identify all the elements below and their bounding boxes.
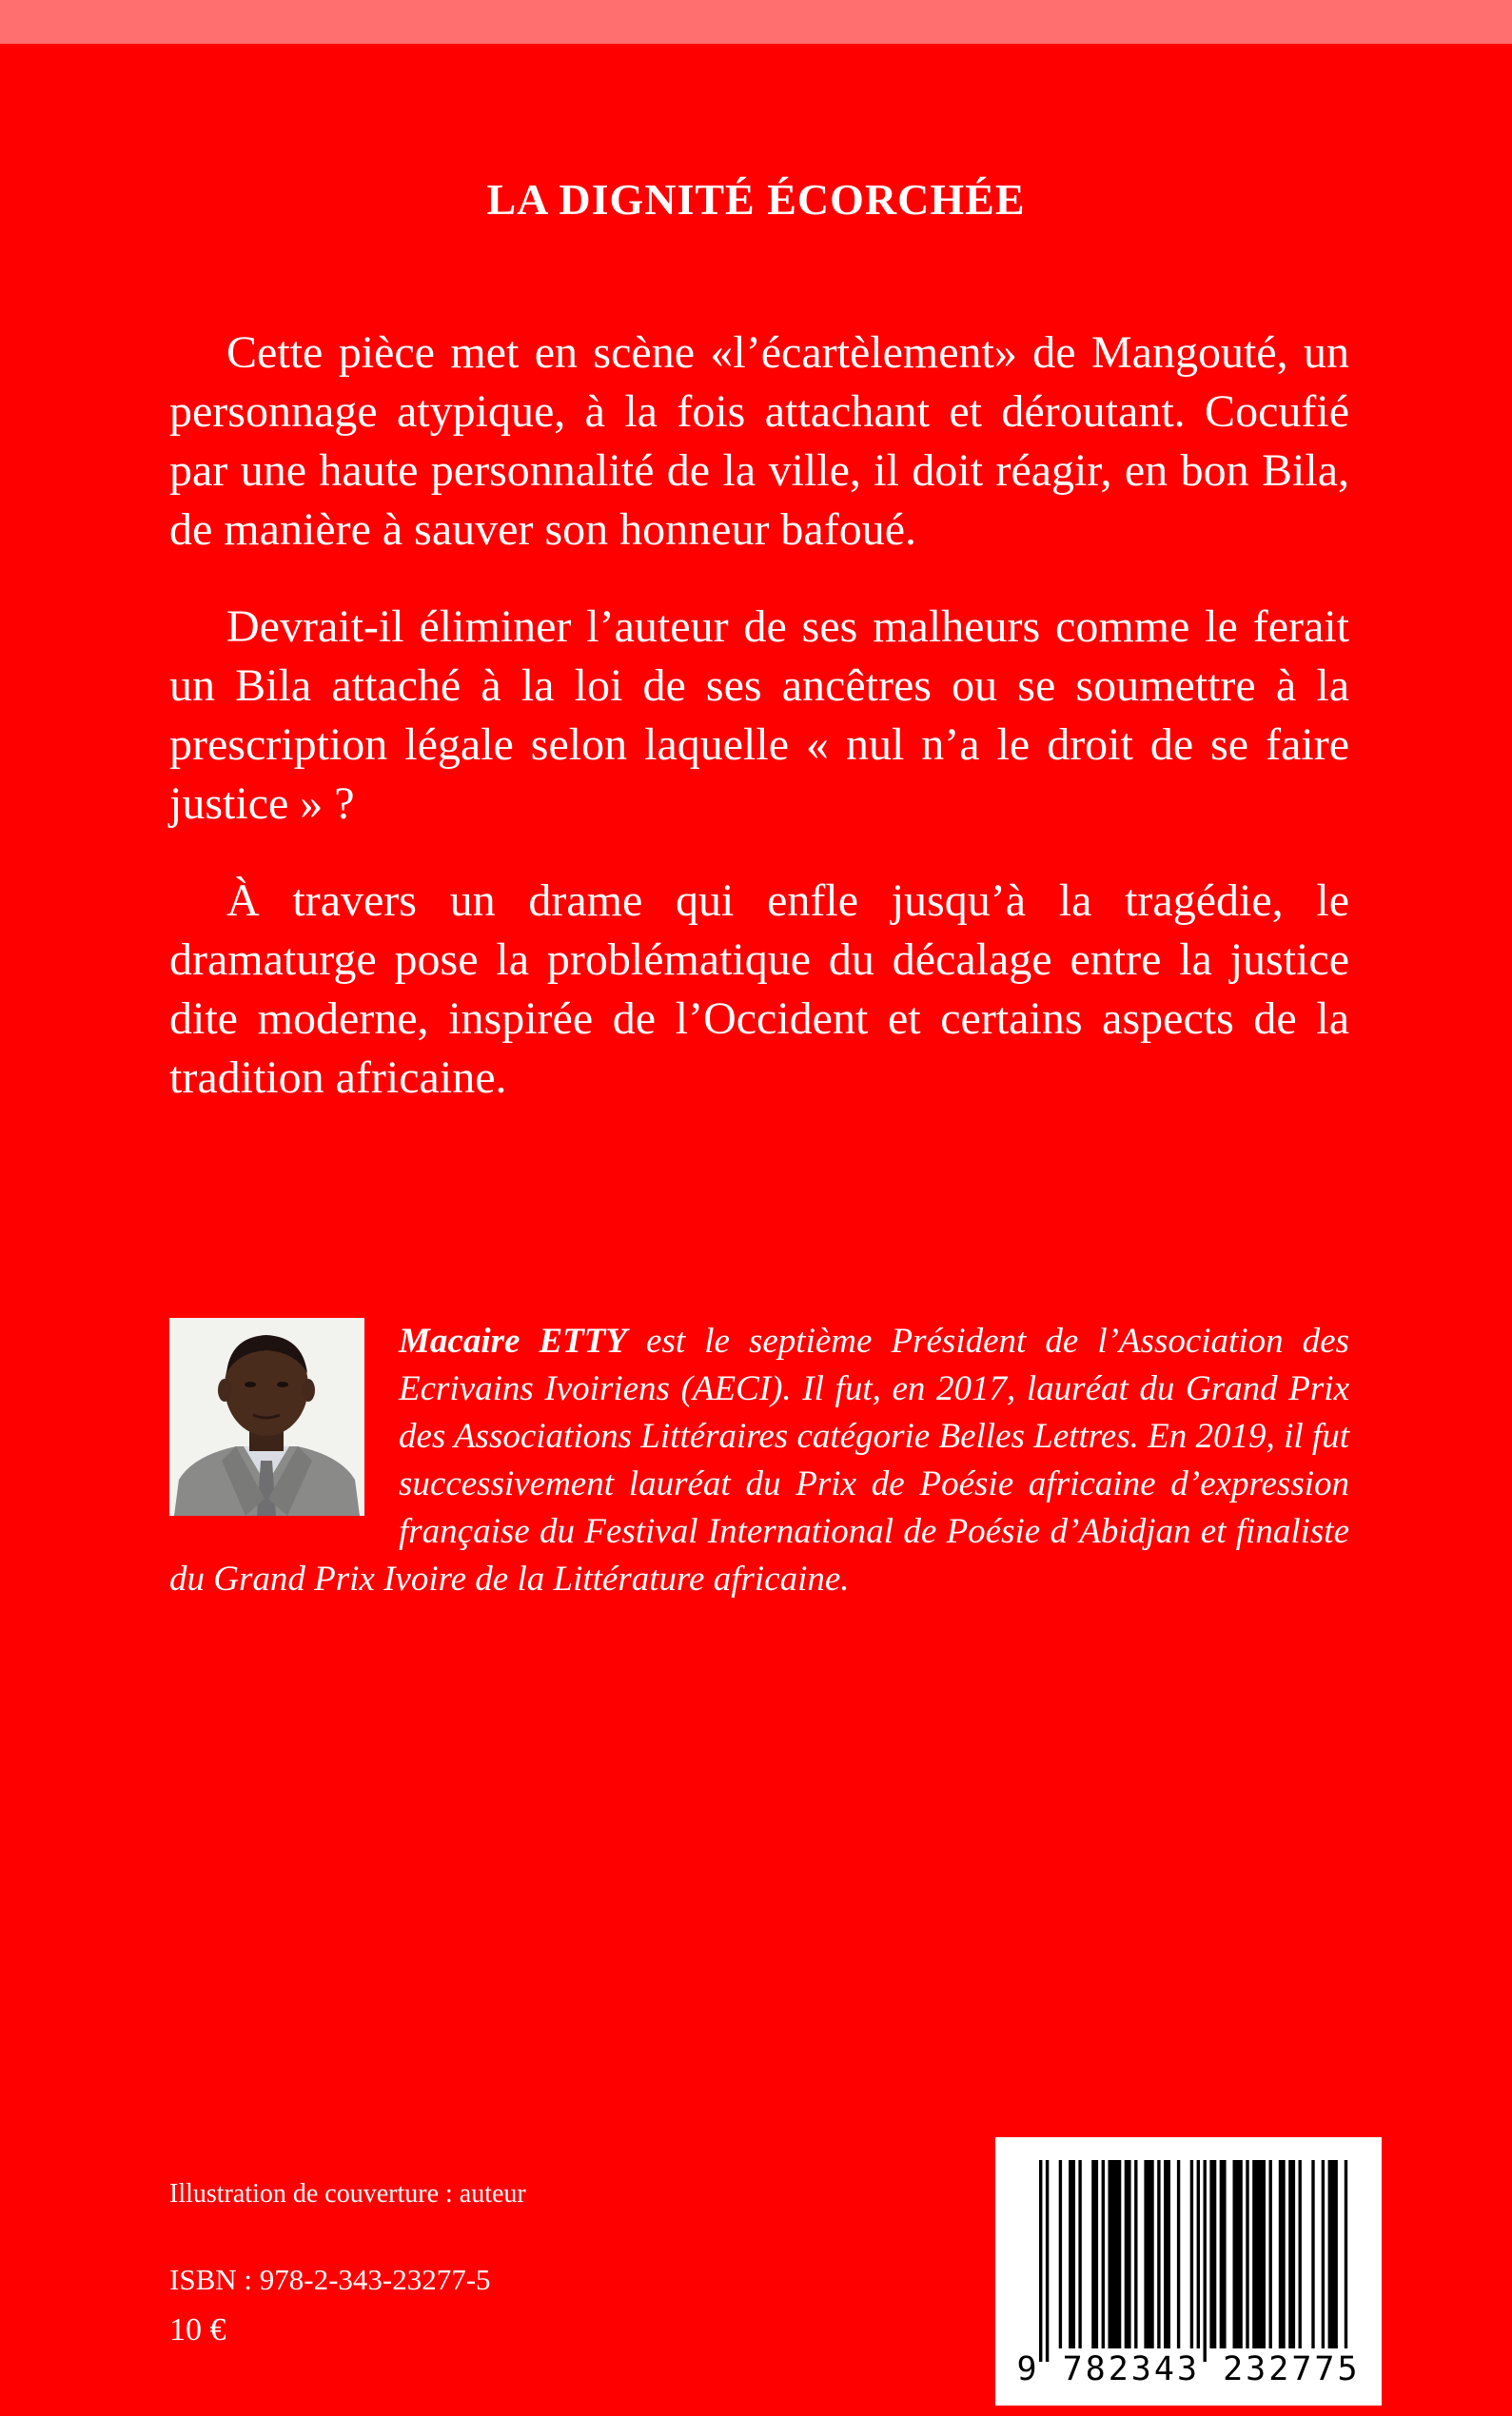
- barcode-bar: [1046, 2160, 1049, 2362]
- illustration-credit: Illustration de couverture : auteur: [169, 2179, 526, 2209]
- barcode-bar: [1279, 2160, 1286, 2348]
- barcode-bar: [1299, 2160, 1302, 2348]
- barcode-bar: [1177, 2160, 1180, 2348]
- barcode-bar: [1233, 2160, 1243, 2348]
- price: 10 €: [169, 2312, 226, 2347]
- summary-text: [169, 324, 1349, 1146]
- barcode-bar: [1204, 2160, 1207, 2362]
- book-title: LA DIGNITÉ ÉCORCHÉE: [486, 175, 1026, 224]
- barcode-bar: [1322, 2160, 1325, 2348]
- barcode-bar: [1125, 2160, 1131, 2348]
- author-portrait-icon: [169, 1318, 364, 1516]
- barcode-bar: [1328, 2160, 1338, 2348]
- barcode-bar: [1069, 2160, 1075, 2348]
- barcode-bar: [1197, 2160, 1200, 2348]
- author-bio-text: est le septième Président de l’Association des Ecrivains Ivoiriens (AECI). Il fut, en 2017, lauréat du Grand Prix des Associations Littéraires catégorie Belles Lettres. En 2019, il fut successivement lauréat du Prix de Poésie africaine d’expression française du Festival International de Poésie d’Abidjan et finaliste du Grand Prix Ivoire de la Littérature africaine.: [169, 1322, 1350, 1599]
- barcode-bar: [1134, 2160, 1137, 2348]
- barcode-bar: [1345, 2160, 1347, 2348]
- barcode-bar: [1102, 2160, 1105, 2348]
- top-strip: [0, 0, 1512, 44]
- barcode-bar: [1311, 2160, 1314, 2348]
- barcode-bar: [1059, 2160, 1062, 2348]
- author-name: Macaire ETTY: [399, 1322, 627, 1361]
- barcode-bar: [1190, 2160, 1193, 2348]
- barcode-bar: [1246, 2160, 1248, 2348]
- barcode: [995, 2137, 1382, 2406]
- barcode-bar: [1144, 2160, 1153, 2348]
- author-block: [169, 1318, 1349, 1603]
- barcode-bar: [1252, 2160, 1266, 2348]
- barcode-digits: 9 782343 232775: [1016, 2350, 1361, 2388]
- barcode-bar: [1209, 2160, 1216, 2348]
- barcode-bar: [1078, 2160, 1081, 2348]
- author-photo: [169, 1318, 364, 1516]
- barcode-bar: [1157, 2160, 1160, 2348]
- barcode-bar: [1269, 2160, 1272, 2348]
- summary-paragraph: Devrait-il éliminer l’auteur de ses malheurs comme le ferait un Bila attaché à la loi de ses ancêtres ou se soumettre à la prescription légale selon laquelle « nul n’a le droit de se faire justice » ?: [169, 601, 1349, 829]
- barcode-bar: [1164, 2160, 1170, 2348]
- barcode-bar: [1091, 2160, 1098, 2348]
- summary-paragraph: À travers un drame qui enfle jusqu’à la tragédie, le dramaturge pose la problématique du décalage entre la justice dite moderne, inspirée de l’Occident et certains aspects de la tradition africaine.: [169, 875, 1349, 1103]
- credits: [169, 2179, 835, 2210]
- isbn: ISBN : 978-2-343-23277-5: [169, 2263, 491, 2296]
- barcode-bar: [1039, 2160, 1042, 2362]
- summary-paragraph: Cette pièce met en scène «l’écartèlement» de Mangouté, un personnage atypique, à la fois attachant et déroutant. Cocufié par une haute personnalité de la ville, il doit réagir, en bon Bila, de manière à sauver son honneur bafoué.: [169, 327, 1349, 555]
- barcode-bar: [1220, 2160, 1227, 2348]
- barcode-bar: [1288, 2160, 1295, 2348]
- barcode-bar: [1109, 2160, 1122, 2348]
